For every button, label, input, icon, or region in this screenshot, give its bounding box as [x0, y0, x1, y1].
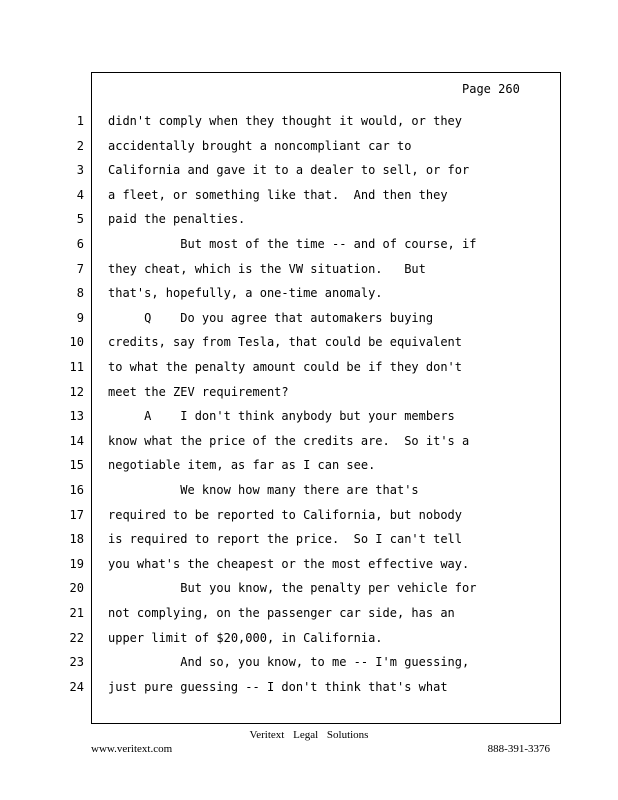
line-number: 5: [76, 212, 84, 227]
line-text: paid the penalties.: [108, 212, 246, 227]
line-text: required to be reported to California, but nobody: [108, 507, 463, 522]
line-text: But most of the time -- and of course, if: [108, 237, 477, 251]
line-number: 6: [76, 237, 84, 251]
line-number: 23: [69, 655, 84, 670]
line-text: And so, you know, to me -- I'm guessing,: [108, 655, 470, 670]
line-text: a fleet, or something like that. And then they: [108, 187, 448, 202]
line-text: A I don't think anybody but your members: [108, 409, 455, 424]
line-number: 15: [69, 458, 84, 473]
line-number: 2: [76, 138, 84, 153]
line-text: negotiable item, as far as I can see.: [108, 458, 376, 473]
line-number: 11: [69, 360, 84, 374]
line-text: accidentally brought a noncompliant car to: [108, 138, 412, 153]
line-text: not complying, on the passenger car side, has an: [108, 606, 455, 620]
line-number: 18: [69, 532, 84, 547]
line-number: 24: [69, 679, 84, 694]
line-number: 7: [76, 261, 84, 276]
line-text: know what the price of the credits are. So it's a: [108, 433, 470, 448]
line-number: 17: [69, 507, 84, 522]
line-number: 13: [69, 409, 84, 424]
line-number: 20: [69, 581, 84, 596]
line-text: you what's the cheapest or the most effective way.: [108, 556, 470, 571]
line-number: 16: [69, 483, 84, 497]
line-number: 4: [76, 187, 84, 202]
page-number: Page 260: [462, 82, 520, 96]
line-number: 3: [76, 163, 84, 178]
line-text: just pure guessing -- I don't think that's what: [108, 679, 448, 694]
line-number: 1: [76, 114, 84, 128]
line-text: upper limit of $20,000, in California.: [108, 630, 383, 645]
line-number: 14: [69, 433, 84, 448]
line-number: 19: [69, 556, 84, 571]
line-text: We know how many there are that's: [108, 483, 419, 497]
line-text: California and gave it to a dealer to sell, or for: [108, 163, 470, 178]
line-text: is required to report the price. So I can't tell: [108, 532, 463, 547]
footer-company: Veritext Legal Solutions: [249, 729, 369, 741]
line-text: Q Do you agree that automakers buying: [108, 310, 434, 325]
footer-website: www.veritext.com: [91, 743, 173, 755]
line-text: meet the ZEV requirement?: [108, 384, 289, 399]
line-text: didn't comply when they thought it would, or they: [108, 114, 463, 128]
line-number: 8: [76, 286, 84, 301]
line-text: credits, say from Tesla, that could be equivalent: [108, 335, 463, 350]
line-number: 22: [69, 630, 84, 645]
line-number: 9: [76, 310, 84, 325]
line-text: that's, hopefully, a one-time anomaly.: [108, 286, 383, 301]
line-number: 12: [69, 384, 84, 399]
line-text: But you know, the penalty per vehicle for: [108, 581, 477, 596]
line-text: they cheat, which is the VW situation. But: [108, 261, 426, 276]
line-number: 21: [69, 606, 84, 620]
footer-phone: 888-391-3376: [487, 743, 550, 755]
line-text: to what the penalty amount could be if they don't: [108, 360, 463, 374]
line-number: 10: [69, 335, 84, 350]
